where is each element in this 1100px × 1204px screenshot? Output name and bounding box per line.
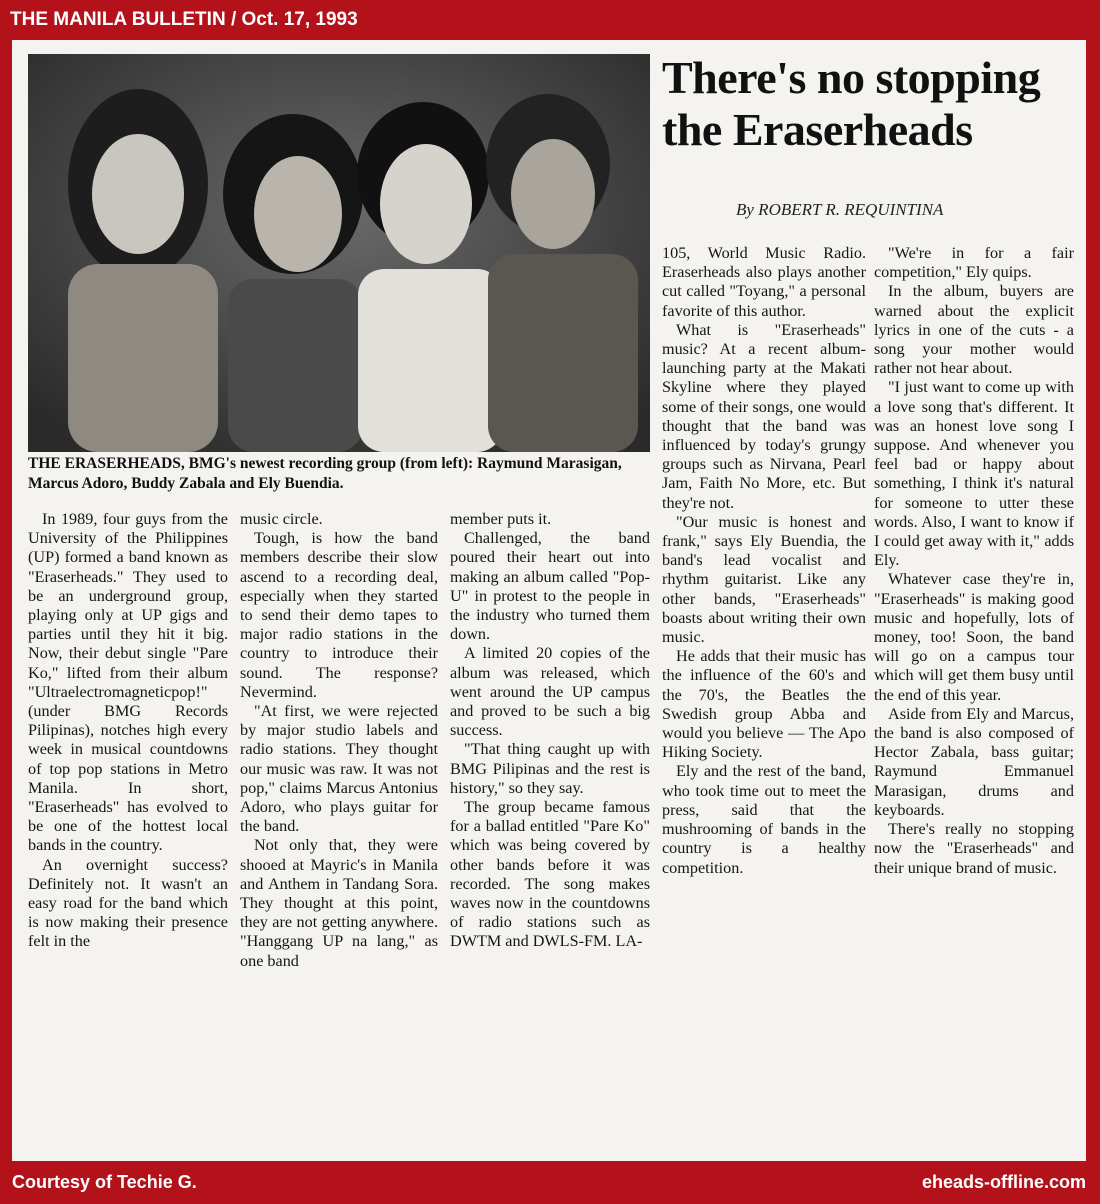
article-column-5 — [874, 244, 1074, 878]
paragraph: Tough, is how the band members describe their slow ascend to a recording deal, especially when they started to send their demo tapes to major radio stations in the country to introduce their sound. The response? Nevermind. — [240, 529, 438, 701]
paragraph: "That thing caught up with BMG Pilipinas and the rest is history," so they say. — [450, 740, 650, 797]
paragraph: What is "Eraserheads" music? At a recent album-launching party at the Makati Skyline where they played some of their songs, one would thought that the band was influenced by today's grungy groups such as Nirvana, Pearl Jam, Faith No More, etc. But they're not. — [662, 320, 866, 512]
paragraph: "We're in for a fair competition," Ely quips. — [874, 244, 1074, 282]
paragraph: "Our music is honest and frank," says Ely Buendia, the band's lead vocalist and rhythm guitarist. Like any other bands, "Eraserheads" boasts about writing their own music. — [662, 512, 866, 647]
article-byline: By ROBERT R. REQUINTINA — [736, 200, 944, 219]
paragraph: In 1989, four guys from the University of the Philippines (UP) formed a band known as "Eraserheads." They used to be an underground group, playing only at UP gigs and parties until they hit it big. Now, their debut single "Pare Ko," lifted from their album "Ultraelectromagneticpop!" (under BMG Records Pilipinas), notches high every week in musical countdowns of top pop stations in Metro Manila. In short, "Eraserheads" has evolved to be one of the hottest local bands in the country. — [28, 510, 228, 855]
paragraph: music circle. — [240, 510, 323, 528]
header-bar — [0, 0, 1100, 40]
article-headline: There's no stopping the Eraserheads — [662, 52, 1041, 155]
article-column-2 — [240, 510, 438, 971]
footer-bar — [0, 1161, 1100, 1204]
paragraph: Ely and the rest of the band, who took time out to meet the press, said that the mushrooming of bands in the country is a healthy competition. — [662, 762, 866, 877]
paragraph: A limited 20 copies of the album was released, which went around the UP campus and proved to be such a big success. — [450, 644, 650, 740]
paragraph: The group became famous for a ballad entitled "Pare Ko" which was being covered by other bands before it was recorded. The song makes waves now in the countdowns of radio stations such as DWTM and DWLS-FM. LA- — [450, 798, 650, 951]
header-title: THE MANILA BULLETIN / Oct. 17, 1993 — [10, 9, 358, 30]
paragraph: "I just want to come up with a love song that's different. It was an honest love song I suppose. And whenever you feel bad or happy about something, I think it's natural for someone to utter these words. Also, I want to know if I could get away with it," adds Ely. — [874, 378, 1074, 570]
photo-caption: THE ERASERHEADS, BMG's newest recording group (from left): Raymund Marasigan, Marcus Adoro, Buddy Zabala and Ely Buendia. — [28, 455, 622, 492]
paragraph: Aside from Ely and Marcus, the band is also composed of Hector Zabala, bass guitar; Raymund Emmanuel Marasigan, drums and keyboards. — [874, 704, 1074, 819]
newspaper-clipping — [12, 40, 1086, 1161]
footer-credit: Courtesy of Techie G. — [12, 1172, 197, 1192]
footer-site-link[interactable]: eheads-offline.com — [921, 1172, 1086, 1192]
band-photo-image — [28, 54, 650, 452]
paragraph: In the album, buyers are warned about the explicit lyrics in one of the cuts - a song your mother would rather not hear about. — [874, 282, 1074, 378]
paragraph: An overnight success? Definitely not. It wasn't an easy road for the band which is now making their presence felt in the — [28, 855, 228, 951]
band-photo — [28, 54, 650, 452]
paragraph: 105, World Music Radio. Eraserheads also plays another cut called "Toyang," a personal favorite of this author. — [662, 244, 866, 320]
paragraph: He adds that their music has the influence of the 60's and the 70's, the Beatles the Swedish group Abba and would you believe — The Apo Hiking Society. — [662, 647, 866, 762]
paragraph: Challenged, the band poured their heart out into making an album called "Pop-U" in protest to the people in the industry who turned them down. — [450, 529, 650, 644]
article-column-1 — [28, 510, 228, 952]
article-column-3 — [450, 510, 650, 952]
paragraph: "At first, we were rejected by major studio labels and radio stations. They thought our music was raw. It was not pop," claims Marcus Antonius Adoro, who plays guitar for the band. — [240, 702, 438, 836]
paragraph: There's really no stopping now the "Eraserheads" and their unique brand of music. — [874, 820, 1074, 877]
paragraph: Whatever case they're in, "Eraserheads" is making good music and hopefully, lots of money, too! Soon, the band will go on a campus tour which will get them busy until the end of this year. — [874, 570, 1074, 704]
article-column-4 — [662, 244, 866, 878]
paragraph: member puts it. — [450, 510, 552, 528]
paragraph: Not only that, they were shooed at Mayric's in Manila and Anthem in Tandang Sora. They thought at this point, they are not getting anywhere. "Hanggang UP na lang," as one band — [240, 836, 438, 970]
